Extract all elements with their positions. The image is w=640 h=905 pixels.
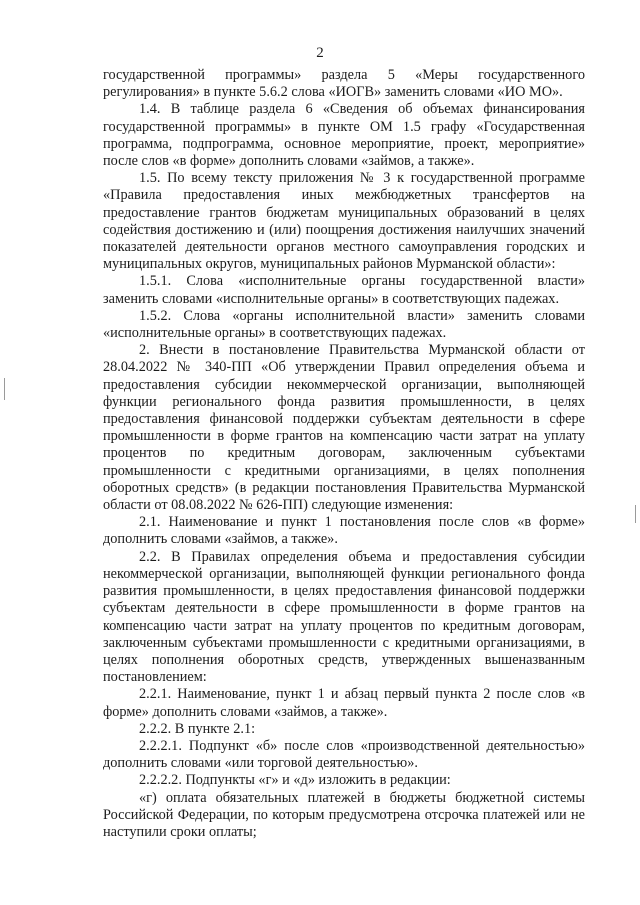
paragraph: 1.5. По всему тексту приложения № 3 к государственной программе «Правила предоставления иных межбюджетных трансфертов на предоставление грантов бюджетам муниципальных образований в целях содействия достижению и (или) поощрения достижения наилучших значений показателей деятельности органов местного самоуправления городских и муниципальных округов, муниципальных районов Мурманской области»: — [103, 170, 585, 273]
page-number: 2 — [316, 45, 324, 61]
scan-margin-mark — [635, 505, 636, 523]
paragraph: «г) оплата обязательных платежей в бюджеты бюджетной системы Российской Федерации, по которым предусмотрена отсрочка платежей или не наступили сроки оплаты; — [103, 789, 585, 840]
paragraph: 1.5.1. Слова «исполнительные органы государственной власти» заменить словами «исполнительные органы» в соответствующих падежах. — [103, 273, 585, 307]
paragraph: 2.2. В Правилах определения объема и предоставления субсидии некоммерческой организации, выполняющей функции регионального фонда развития промышленности, в целях предоставления финансовой поддержки субъектам деятельности в сфере промышленности в форме грантов на компенсацию части затрат на уплату процентов по кредитным договорам, заключенным субъектами промышленности с кредитными организациями, в целях пополнения оборотных средств, утвержденных вышеназванным постановлением: — [103, 548, 585, 686]
paragraph: 2. Внести в постановление Правительства Мурманской области от 28.04.2022 № 340-ПП «Об утверждении Правил определения объема и предоставления субсидии некоммерческой организации, выполняющей функции регионального фонда развития промышленности, в целях предоставления финансовой поддержки субъектам деятельности в сфере промышленности в форме грантов на компенсацию части затрат на уплату процентов по кредитным договорам, заключенным субъектами промышленности с кредитными организациями, в целях пополнения оборотных средств» (в редакции постановления Правительства Мурманской области от 08.08.2022 № 626-ПП) следующие изменения: — [103, 342, 585, 514]
paragraph: 2.2.1. Наименование, пункт 1 и абзац первый пункта 2 после слов «в форме» дополнить словами «займов, а также». — [103, 686, 585, 720]
document-body — [103, 67, 585, 841]
paragraph: государственной программы» раздела 5 «Меры государственного регулирования» в пункте 5.6.2 слова «ИОГВ» заменить словами «ИО МО». — [103, 67, 585, 101]
paragraph: 2.2.2. В пункте 2.1: — [139, 720, 256, 737]
paragraph: 2.2.2.1. Подпункт «б» после слов «производственной деятельностью» дополнить словами «или торговой деятельностью». — [103, 737, 585, 772]
paragraph: 1.4. В таблице раздела 6 «Сведения об объемах финансирования государственной программы» в пункте ОМ 1.5 графу «Государственная программа, подпрограмма, основное мероприятие, проект, мероприятие» после слов «в форме» дополнить словами «займов, а также». — [103, 101, 585, 170]
paragraph: 1.5.2. Слова «органы исполнительной власти» заменить словами «исполнительные органы» в соответствующих падежах. — [103, 307, 585, 342]
paragraph: 2.1. Наименование и пункт 1 постановления после слов «в форме» дополнить словами «займов, а также». — [103, 514, 585, 548]
scan-margin-mark — [4, 378, 5, 400]
paragraph: 2.2.2.2. Подпункты «г» и «д» изложить в редакции: — [139, 772, 451, 789]
